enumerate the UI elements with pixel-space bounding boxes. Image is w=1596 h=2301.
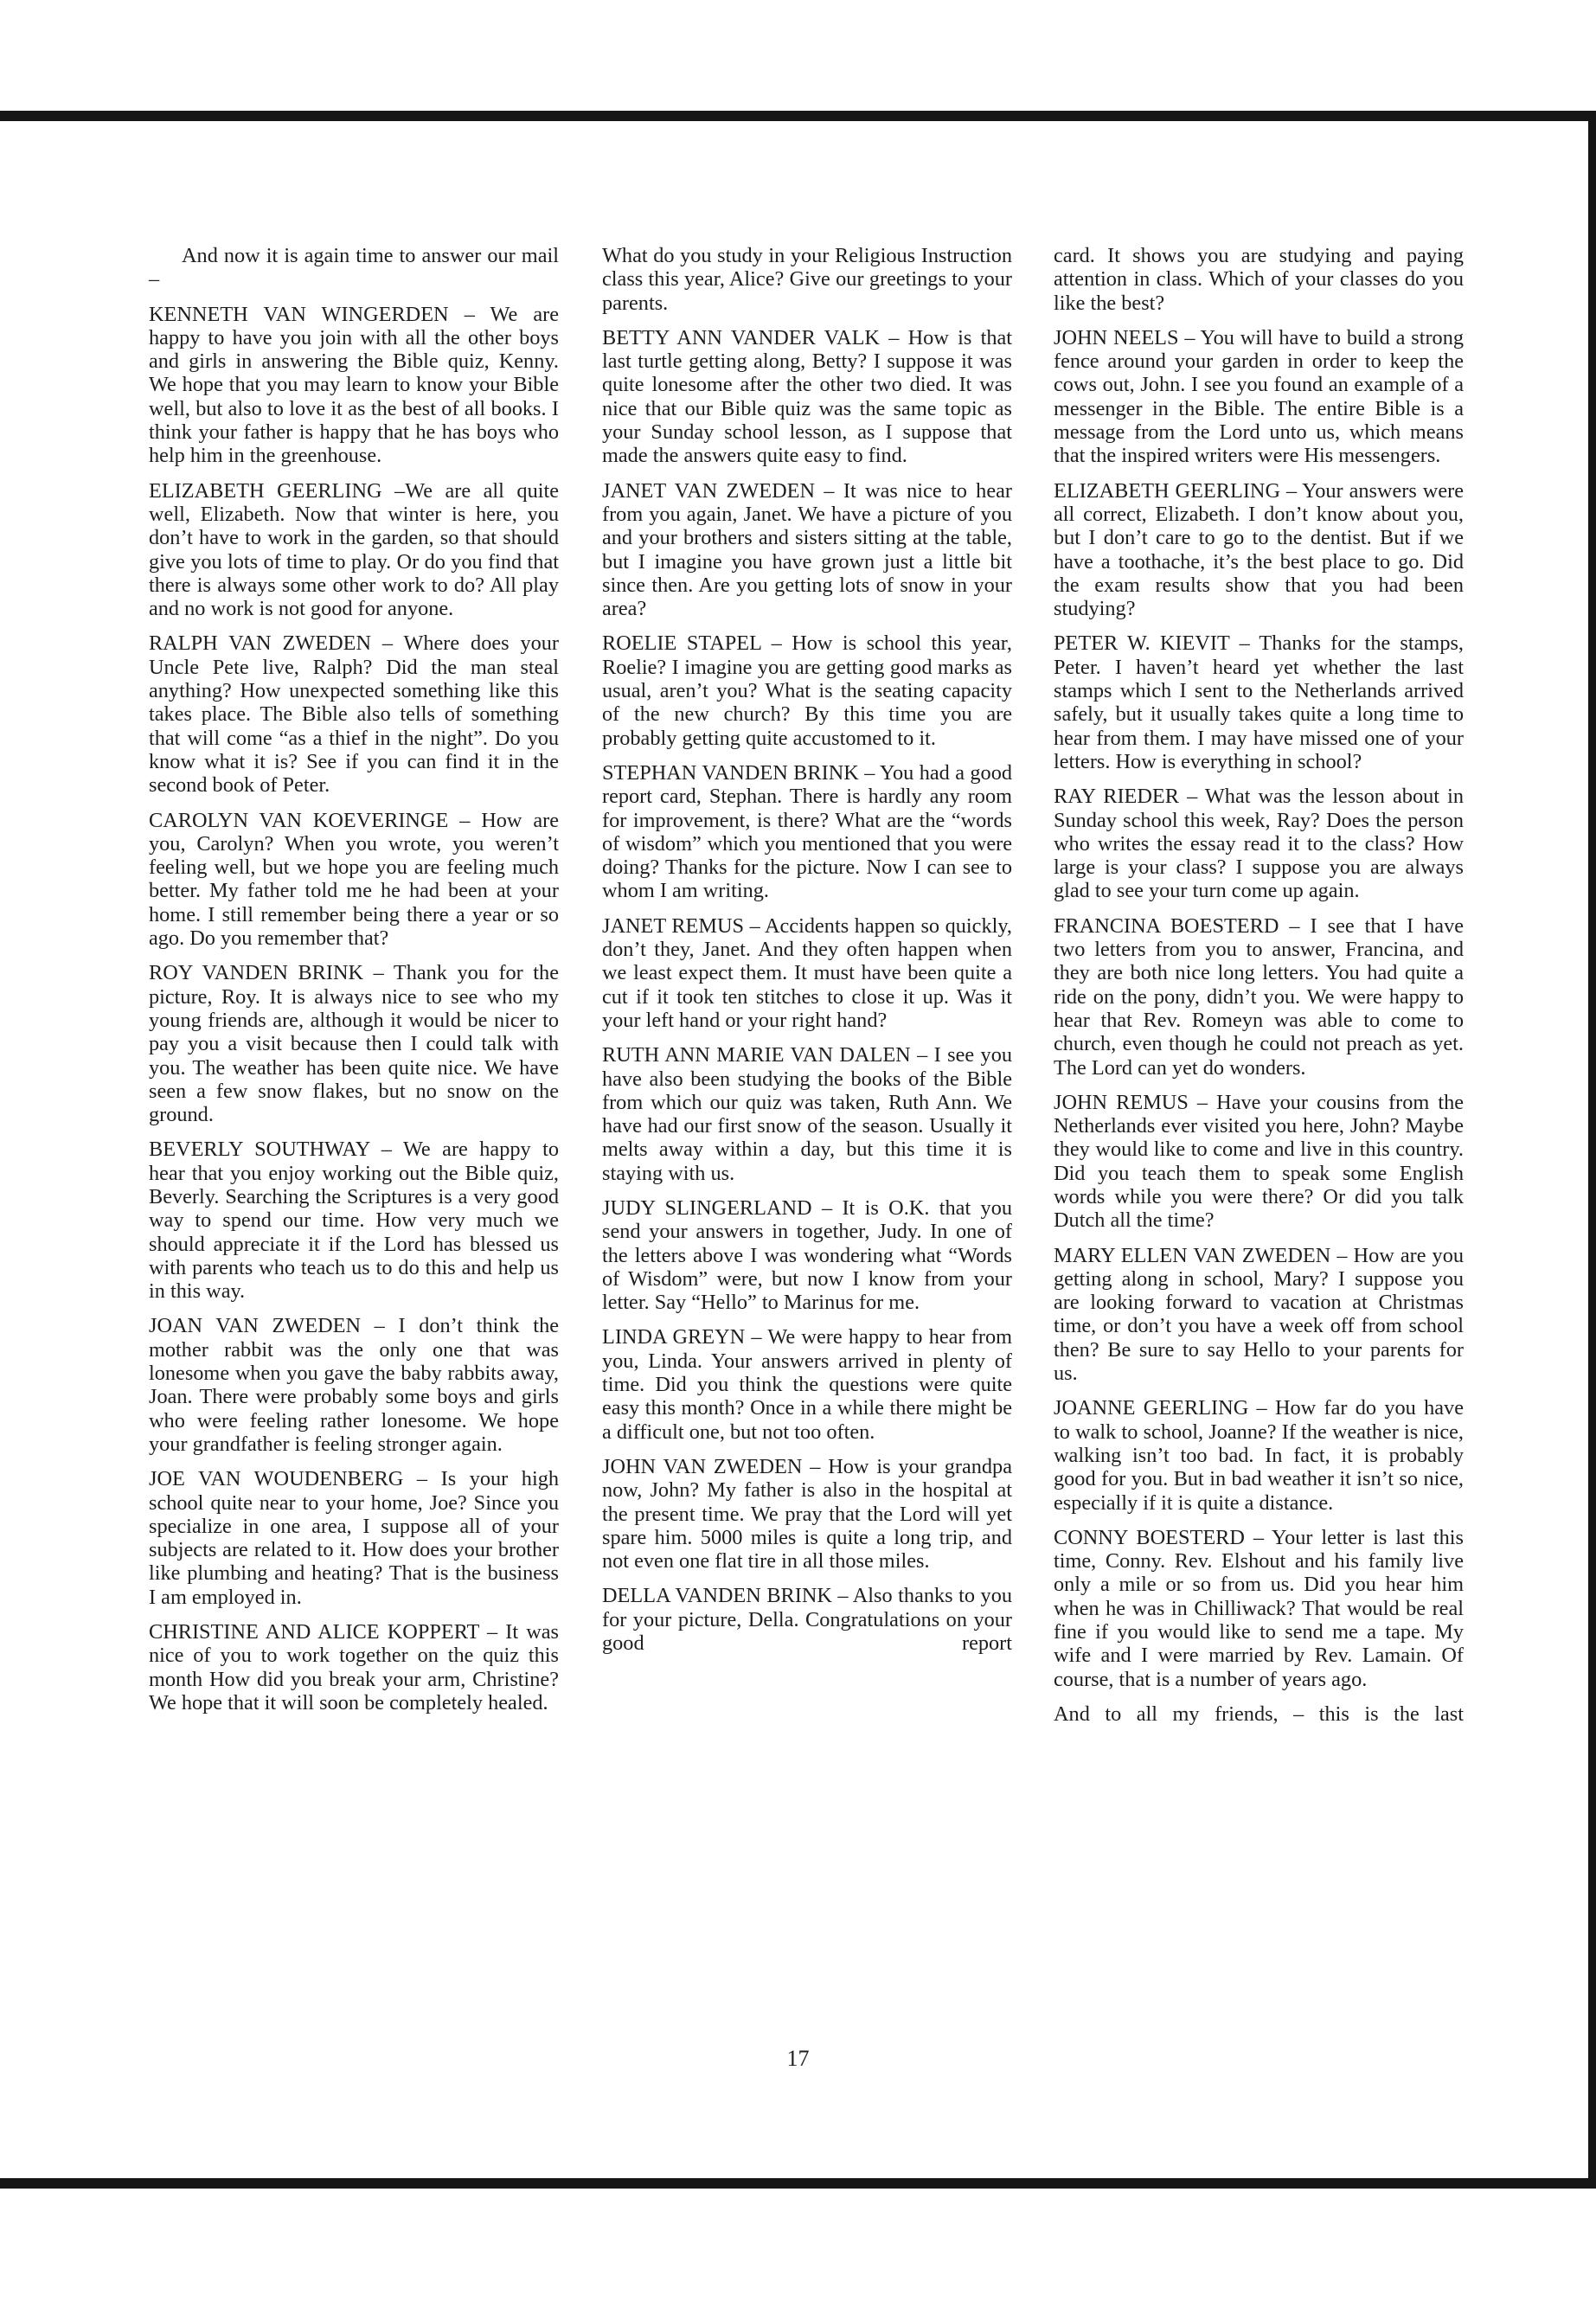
paragraph: MARY ELLEN VAN ZWEDEN – How are you getting along in school, Mary? I suppose you are looking forward to vacation at Christmas time, or don’t you have a week off from school then? Be sure to say Hello to your parents for us. (1054, 1243, 1464, 1386)
paragraph: And to all my friends, – this is the last (1054, 1702, 1464, 1726)
paragraph: RUTH ANN MARIE VAN DALEN – I see you have also been studying the books of the Bible from which our quiz was taken, Ruth Ann. We have had our first snow of the season. Usually it melts away within a day, but this time it is staying with us. (602, 1043, 1012, 1185)
paragraph: PETER W. KIEVIT – Thanks for the stamps, Peter. I haven’t heard yet whether the last stamps which I sent to the Netherlands arrived safely, but it usually takes quite a long time to hear from them. I may have missed one of your letters. How is everything in school? (1054, 631, 1464, 773)
paragraph: RALPH VAN ZWEDEN – Where does your Uncle Pete live, Ralph? Did the man steal anything? How unexpected something like this takes place. The Bible also tells of something that will come “as a thief in the night”. Do you know what it is? See if you can find it in the second book of Peter. (149, 631, 559, 798)
right-edge-bar (1588, 111, 1596, 2189)
paragraph: ELIZABETH GEERLING – Your answers were all correct, Elizabeth. I don’t know about you, but I don’t care to go to the dentist. But if we have a toothache, it’s the best place to go. Did the exam results show that you had been studying? (1054, 478, 1464, 621)
column-2 (602, 244, 1012, 1666)
paragraph: JUDY SLINGERLAND – It is O.K. that you send your answers in together, Judy. In one of the letters above I was wondering what “Words of Wisdom” were, but now I know from your letter. Say “Hello” to Marinus for me. (602, 1195, 1012, 1315)
paragraph: CAROLYN VAN KOEVERINGE – How are you, Carolyn? When you wrote, you weren’t feeling well, but we hope you are feeling much better. My father told me he had been at your home. I still remember being there a year or so ago. Do you remember that? (149, 808, 559, 951)
paragraph: JOHN VAN ZWEDEN – How is your grandpa now, John? My father is also in the hospital at the present time. We pray that the Lord will yet spare him. 5000 miles is quite a long trip, and not even one flat tire in all those miles. (602, 1454, 1012, 1574)
paragraph: RAY RIEDER – What was the lesson about in Sunday school this week, Ray? Does the person who writes the essay read it to the class? How large is your class? I suppose you are always glad to see your turn come up again. (1054, 785, 1464, 903)
paragraph: LINDA GREYN – We were happy to hear from you, Linda. Your answers arrived in plenty of time. Did you think the questions were quite easy this month? Once in a while there might be a difficult one, but not too often. (602, 1325, 1012, 1444)
paragraph: BEVERLY SOUTHWAY – We are happy to hear that you enjoy working out the Bible quiz, Beverly. Searching the Scriptures is a very good way to spend our time. How very much we should appreciate it if the Lord has blessed us with parents who teach us to do this and help us in this way. (149, 1138, 559, 1304)
paragraph: What do you study in your Religious Instruction class this year, Alice? Give our greetings to your parents. (602, 244, 1012, 315)
column-1 (149, 244, 559, 1726)
paragraph: CONNY BOESTERD – Your letter is last this time, Conny. Rev. Elshout and his family live only a mile or so from us. Did you hear him when he was in Chilliwack? That would be real fine if you would like to send me a tape. My wife and I were married by Rev. Lamain. Of course, that is a number of years ago. (1054, 1525, 1464, 1691)
paragraph: JOAN VAN ZWEDEN – I don’t think the mother rabbit was the only one that was lonesome when you gave the baby rabbits away, Joan. There were probably some boys and girls who were feeling rather lonesome. We hope your grandfather is feeling stronger again. (149, 1314, 559, 1456)
paragraph: FRANCINA BOESTERD – I see that I have two letters from you to answer, Francina, and they are both nice long letters. You had quite a ride on the pony, didn’t you. We were happy to hear that Rev. Romeyn was able to come to church, even though he could not preach as yet. The Lord can yet do wonders. (1054, 913, 1464, 1080)
paragraph: JOHN REMUS – Have your cousins from the Netherlands ever visited you here, John? Maybe they would like to come and live in this country. Did you teach them to speak some English words while you were there? Or did you talk Dutch all the time? (1054, 1090, 1464, 1233)
paragraph: STEPHAN VANDEN BRINK – You had a good report card, Stephan. There is hardly any room for improvement, is there? What are the “words of wisdom” which you mentioned that you were doing? Thanks for the picture. Now I can see to whom I am writing. (602, 760, 1012, 903)
paragraph: ROY VANDEN BRINK – Thank you for the picture, Roy. It is always nice to see who my young friends are, although it would be nicer to pay you a visit because then I could talk with you. The weather has been quite nice. We have seen a few snow flakes, but no snow on the ground. (149, 961, 559, 1127)
paragraph: KENNETH VAN WINGERDEN – We are happy to have you join with all the other boys and girls in answering the Bible quiz, Kenny. We hope that you may learn to know your Bible well, but also to love it as the best of all books. I think your father is happy that he has boys who help him in the greenhouse. (149, 302, 559, 468)
paragraph: CHRISTINE AND ALICE KOPPERT – It was nice of you to work together on the quiz this month How did you break your arm, Christine? We hope that it will soon be completely healed. (149, 1620, 559, 1715)
column-3 (1054, 244, 1464, 1737)
paragraph: ROELIE STAPEL – How is school this year, Roelie? I imagine you are getting good marks as usual, aren’t you? What is the seating capacity of the new church? By this time you are probably getting quite accustomed to it. (602, 631, 1012, 750)
paragraph: DELLA VANDEN BRINK – Also thanks to you for your picture, Della. Congratulations on your good report (602, 1584, 1012, 1656)
paragraph: BETTY ANN VANDER VALK – How is that last turtle getting along, Betty? I suppose it was quite lonesome after the other two died. It was nice that our Bible quiz was the same topic as your Sunday school lesson, as I suppose that made the answers quite easy to find. (602, 325, 1012, 468)
paragraph: And now it is again time to answer our mail – (149, 244, 559, 292)
paragraph: ELIZABETH GEERLING –We are all quite well, Elizabeth. Now that winter is here, you don’t have to work in the garden, so that should give you lots of time to play. Or do you find that there is always some other work to do? All play and no work is not good for anyone. (149, 478, 559, 621)
paragraph: JANET REMUS – Accidents happen so quickly, don’t they, Janet. And they often happen when we least expect them. It must have been quite a cut if it took ten stitches to close it up. Was it your left hand or your right hand? (602, 913, 1012, 1032)
paragraph: JOE VAN WOUDENBERG – Is your high school quite near to your home, Joe? Since you specialize in one area, I suppose all of your subjects are related to it. How does your brother like plumbing and heating? That is the business I am employed in. (149, 1467, 559, 1609)
paragraph: JOANNE GEERLING – How far do you have to walk to school, Joanne? If the weather is nice, walking isn’t too bad. In fact, it is probably good for you. But in bad weather it isn’t so nice, especially if it is quite a distance. (1054, 1396, 1464, 1515)
top-rule (0, 111, 1596, 121)
page-number: 17 (786, 2046, 810, 2071)
bottom-rule (0, 2178, 1596, 2189)
paragraph: card. It shows you are studying and paying attention in class. Which of your classes do you like the best? (1054, 244, 1464, 315)
paragraph: JOHN NEELS – You will have to build a strong fence around your garden in order to keep the cows out, John. I see you found an example of a messenger in the Bible. The entire Bible is a message from the Lord unto us, which means that the inspired writers were His messengers. (1054, 325, 1464, 468)
paragraph: JANET VAN ZWEDEN – It was nice to hear from you again, Janet. We have a picture of you and your brothers and sisters sitting at the table, but I imagine you have grown just a little bit since then. Are you getting lots of snow in your area? (602, 478, 1012, 621)
